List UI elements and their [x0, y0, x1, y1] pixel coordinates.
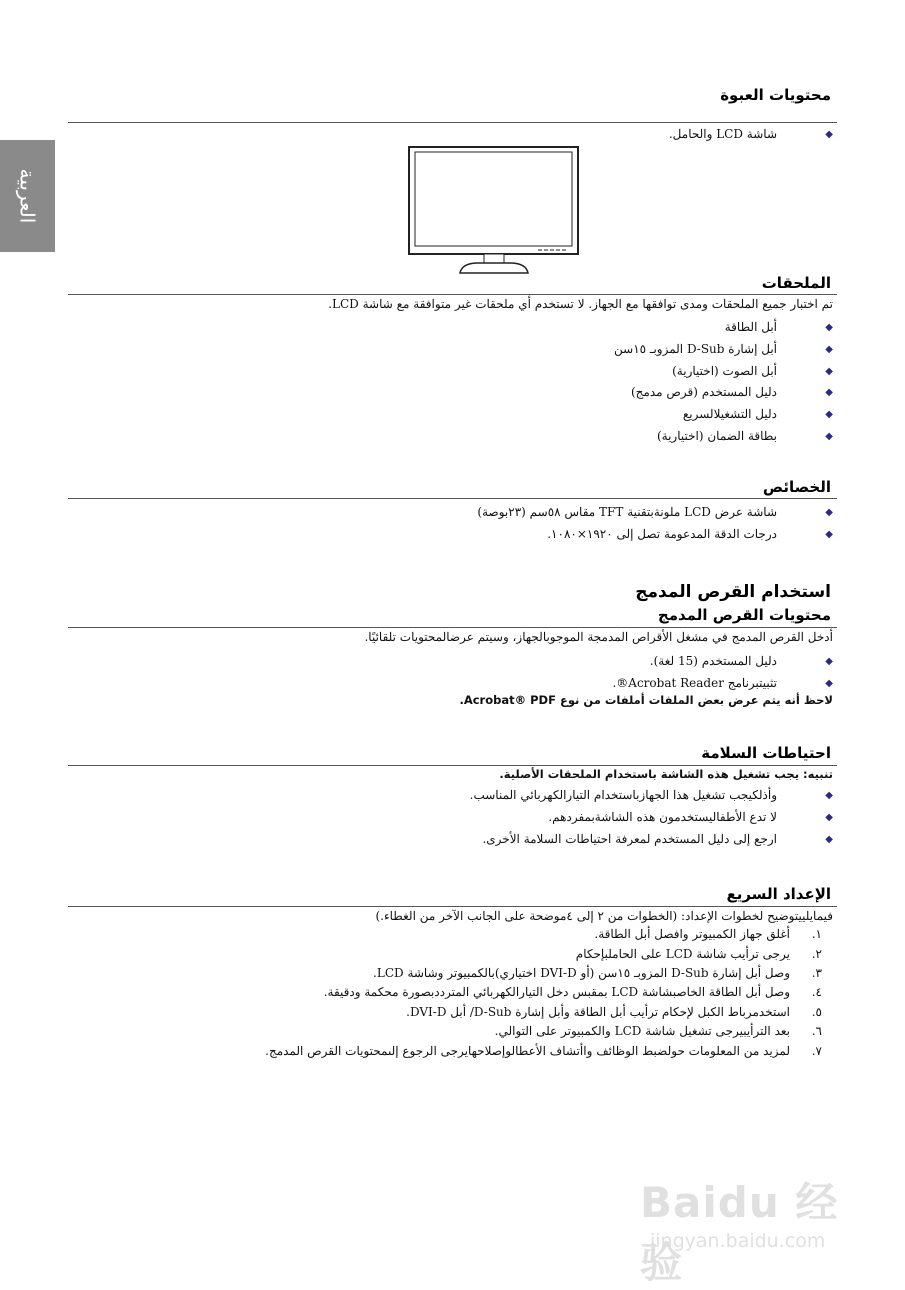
quick-setup-title: الإعداد السريع	[726, 885, 831, 903]
cd-intro: أدخل القرص المدمج في مشغل الأقراص المدمجة الموجوبالجهاز، وسيتم عرضالمحتويات تلقائيًا.	[364, 630, 833, 644]
list-item: دليل المستخدم (15 لغة). ◆	[650, 654, 777, 669]
list-item: شاشة عرض LCD ملونةبتقنية TFT مقاس ٥٨سم (٢٣بوصة) ◆	[477, 505, 777, 520]
divider	[68, 906, 837, 907]
list-item: شاشة LCD والحامل. ◆	[669, 127, 777, 142]
cd-subtitle: محتويات القرص المدمج	[657, 606, 831, 624]
safety-title: احتياطات السلامة	[701, 744, 831, 762]
list-item: ارجع إلى دليل المستخدم لمعرفة احتياطات السلامة الأخرى. ◆	[482, 832, 777, 847]
setup-step: ٣. وصل أبل إشارة D-Sub المزوبـ ١٥سن (أو DVI-D اختياري)بالكمبيوتر وشاشة LCD.	[373, 966, 822, 980]
monitor-illustration	[408, 146, 580, 276]
divider	[68, 627, 837, 628]
divider	[68, 498, 837, 499]
language-tab-label: العربية	[15, 168, 40, 224]
setup-step: ٤. وصل أبل الطاقة الخاصبشاشة LCD بمقبس دخل التيارالكهربائي المترددبصورة محكمة ودقيقة.	[323, 985, 822, 999]
cd-title: استخدام القرص المدمج	[635, 582, 831, 602]
divider	[68, 765, 837, 766]
list-item: أبل الصوت (اختيارية) ◆	[672, 364, 777, 379]
setup-step: ٧. لمزيد من المعلومات حولضبط الوظائف واأتشاف الأعطالوإصلاحهايرجى الرجوع إلىمحتويات القرص المدمج.	[265, 1044, 822, 1058]
watermark-url: jingyan.baidu.com	[650, 1230, 826, 1252]
list-item: أبل إشارة D-Sub المزوبـ ١٥سن ◆	[614, 342, 777, 357]
accessories-title: الملحقات	[761, 274, 831, 292]
quick-setup-intro: فيمايلييتوضيح لخطوات الإعداد: (الخطوات من ٢ إلى ٤موضحة على الجانب الآخر من الغطاء.)	[375, 909, 833, 923]
package-title: محتويات العبوة	[720, 86, 831, 104]
setup-step: ٢. يرجى ترأيب شاشة LCD على الحاملبإحكام	[575, 947, 822, 961]
baidu-watermark	[640, 1170, 870, 1287]
list-item: تثبيتبرنامج Acrobat Reader®. ◆	[612, 676, 777, 691]
list-item: لا تدع الأطفاليستخدمون هذه الشاشةبمفردهم. ◆	[548, 810, 777, 825]
list-item: دليل التشغيلالسريع ◆	[683, 407, 777, 422]
list-item: أبل الطاقة ◆	[725, 320, 777, 335]
setup-step: ٦. بعد الترأيبيرجى تشغيل شاشة LCD والكمبيوتر على التوالي.	[494, 1024, 822, 1038]
list-item: بطاقة الضمان (اختيارية) ◆	[657, 429, 777, 444]
list-item: وأذلكيجب تشغيل هذا الجهازباستخدام التيارالكهربائي المناسب. ◆	[470, 788, 777, 803]
setup-step: ٥. استخدمرباط الكبل لإحكام ترأيب أبل الطاقة وأبل إشارة D-Sub/ أبل DVI-D.	[406, 1005, 822, 1019]
divider	[68, 122, 837, 123]
list-item: دليل المستخدم (قرص مدمج) ◆	[631, 385, 777, 400]
list-item: درجات الدقة المدعومة تصل إلى ١٩٢٠×١٠٨٠. ◆	[547, 527, 777, 542]
accessories-intro: تم اختبار جميع الملحقات ومدى توافقها مع الجهاز. لا تستخدم أي ملحقات غير متوافقة مع شاشة LCD.	[328, 297, 833, 311]
safety-warning: تنبيه: يجب تشغيل هذه الشاشة باستخدام الملحقات الأصلية.	[499, 767, 833, 781]
language-tab	[0, 140, 55, 252]
cd-note: لاحظ أنه يتم عرض بعض الملفات أملفات من نوع Acrobat® PDF.	[459, 693, 833, 707]
features-title: الخصائص	[762, 478, 831, 496]
setup-step: ١. أغلق جهاز الكمبيوتر وافصل أبل الطاقة.	[594, 927, 822, 941]
divider	[68, 294, 837, 295]
watermark-brand: Baidu 经验	[640, 1178, 839, 1287]
